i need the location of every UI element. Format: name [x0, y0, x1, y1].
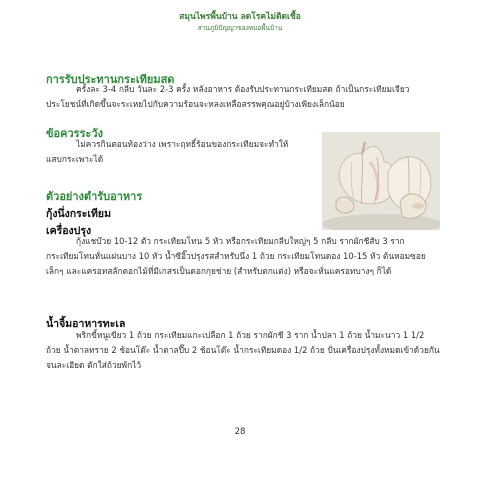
paragraph-ingredients	[46, 234, 440, 280]
dish-heading-steamed-shrimp-garlic: กุ้งนึ่งกระเทียม	[46, 208, 112, 220]
section-heading-eating-fresh-garlic: การรับประทานกระเทียมสด	[46, 73, 175, 86]
paragraph-caution	[46, 137, 306, 167]
paragraph-text: ไม่ควรกินตอนท้องว่าง เพราะฤทธิ์ร้อนของกระเทียมจะทำให้แสบกระเพาะได้	[46, 139, 289, 165]
section-heading-recipe-examples: ตัวอย่างตำรับอาหาร	[46, 190, 143, 203]
header-subtitle: สานภูมิปัญญาของหมอพื้นบ้าน	[197, 24, 283, 32]
page-header	[0, 12, 480, 33]
header-title: สมุนไพรพื้นบ้าน ลดโรคไม่ติดเชื้อ	[179, 12, 301, 22]
paragraph-sauce	[46, 328, 440, 374]
page-number: 28	[234, 427, 246, 437]
section-heading-caution: ข้อควรระวัง	[46, 127, 103, 140]
paragraph-text: พริกขี้หนูเขียว 1 ถ้วย กระเทียมแกะเปลือก 1 ถ้วย รากผักชี 3 ราก น้ำปลา 1 ถ้วย น้ำมะนาว 1 1/2 ถ้วย น้ำตาลทราย 2 ช้อนโต๊ะ น้ำตาลปี๊บ 2 ช้อนโต๊ะ น้ำกระเทียมดอง 1/2 ถ้วย ปั่นเครื่องปรุงทั้งหมดเข้าด้วยกันจนละเอียด ตักใส่ถ้วยพักไว้	[46, 330, 440, 371]
dish-heading-seafood-dipping-sauce: น้ำจิ้มอาหารทะเล	[46, 318, 126, 330]
paragraph-eating-fresh-garlic	[46, 82, 440, 112]
subheading-ingredients: เครื่องปรุง	[46, 225, 92, 237]
garlic-image	[322, 132, 440, 230]
paragraph-text: ครั้งละ 3-4 กลีบ วันละ 2-3 ครั้ง หลังอาหาร ต้องรับประทานกระเทียมสด ถ้าเป็นกระเทียมเจียวประโยชน์ที่เกิดขึ้นจะระเหยไปกับความร้อนจะหลงเหลือสรรพคุณอยู่บ้างเพียงเล็กน้อย	[46, 84, 410, 110]
paragraph-text: กุ้งแชบ๊วย 10-12 ตัว กระเทียมโทน 5 หัว หรือกระเทียมกลีบใหญ่ๆ 5 กลีบ รากผักชีสับ 3 ราก กระเทียมโทนหั่นแผ่นบาง 10 หัว น้ำซีอิ๊วปรุงรสสำหรับนึ่ง 1 ถ้วย กระเทียมโทนดอง 10-15 หัว ต้นหอมซอยเล็กๆ และแครอทสลักดอกไม้ที่มีเกสรเป็นดอกกุยช่าย (สำหรับตกแต่ง) หรือจะหั่นแครอทบางๆ ก็ได้	[46, 236, 426, 277]
garlic-photo	[322, 132, 440, 230]
